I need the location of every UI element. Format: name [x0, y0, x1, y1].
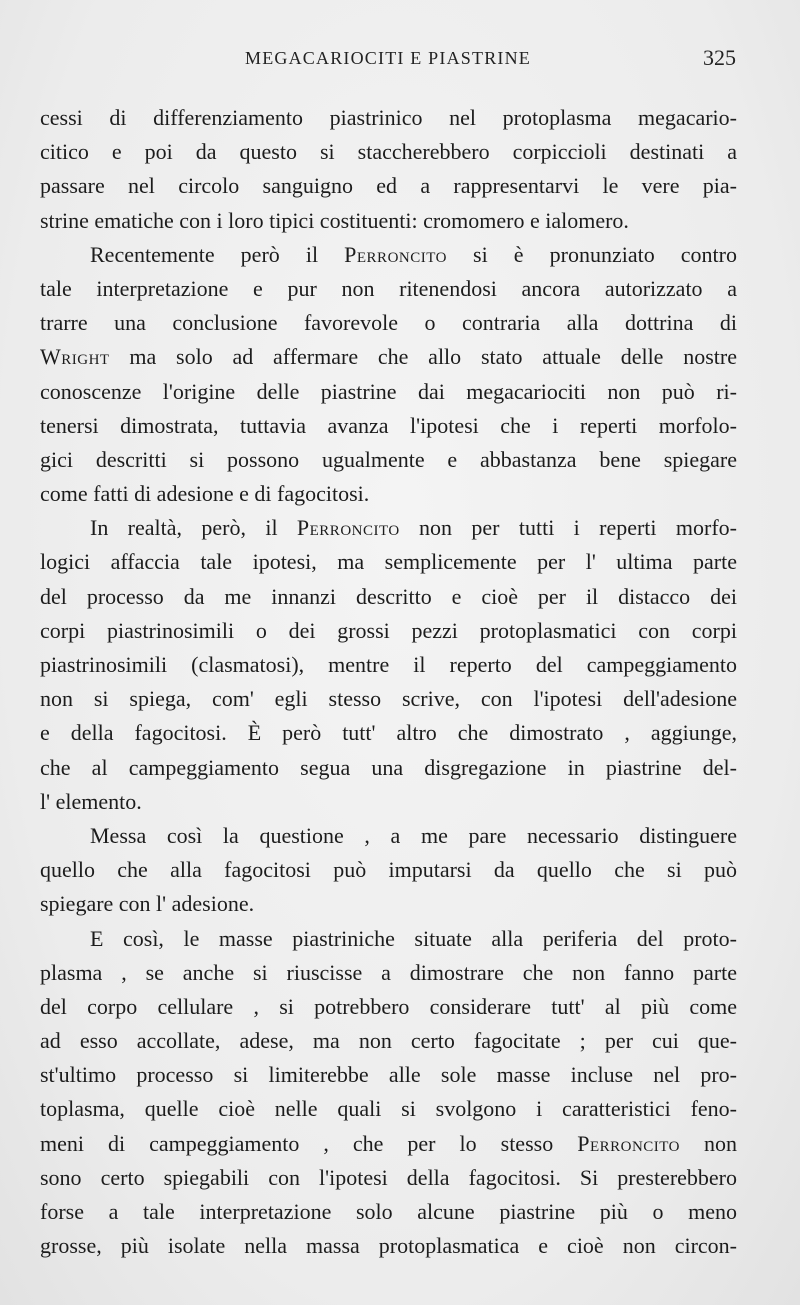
text-segment: grosse, più isolate nella massa protoplasmatica e cioè non circon-	[40, 1233, 737, 1259]
text-line	[40, 887, 737, 921]
text-segment: logici affaccia tale ipotesi, ma semplicemente per l' ultima parte	[40, 549, 737, 575]
author-name: Perroncito	[344, 241, 447, 267]
text-segment: forse a tale interpretazione solo alcune piastrine più o meno	[40, 1199, 737, 1224]
text-line	[40, 990, 737, 1024]
text-line	[40, 306, 737, 340]
text-line	[40, 819, 737, 853]
text-line	[40, 545, 737, 579]
text-segment: meni di campeggiamento , che per lo stesso	[40, 1130, 578, 1156]
text-line	[40, 922, 737, 956]
text-line	[40, 956, 737, 990]
text-line	[40, 1195, 737, 1229]
running-title: MEGACARIOCITI E PIASTRINE	[245, 48, 531, 68]
text-segment: tenersi dimostrata, tuttavia avanza l'ipotesi che i reperti morfolo-	[40, 412, 737, 438]
text-line	[40, 169, 737, 203]
text-line	[40, 340, 737, 374]
text-segment: del processo da me innanzi descritto e cioè per il distacco dei	[40, 583, 737, 609]
page-number: 325	[703, 45, 736, 70]
text-line	[40, 443, 737, 477]
text-line	[40, 409, 737, 443]
text-line	[40, 648, 737, 682]
text-line	[40, 1229, 737, 1263]
text-line	[40, 1058, 737, 1092]
text-line	[40, 1092, 737, 1126]
text-line	[40, 511, 737, 545]
text-segment: quello che alla fagocitosi può imputarsi da quello che si può	[40, 857, 737, 883]
text-line	[40, 751, 737, 785]
text-segment: ma solo ad affermare che allo stato attuale delle nostre	[109, 344, 737, 370]
text-line	[40, 101, 737, 135]
text-line	[40, 1161, 737, 1195]
text-line	[40, 1127, 737, 1161]
text-segment: che al campeggiamento segua una disgregazione in piastrine del-	[40, 754, 737, 780]
text-segment: piastrinosimili (clasmatosi), mentre il reperto del campeggiamento	[40, 652, 737, 677]
text-segment: non	[680, 1130, 737, 1156]
text-segment: spiegare con l' adesione.	[40, 891, 255, 917]
text-segment: cessi di differenziamento piastrinico nel protoplasma megacario-	[40, 105, 737, 130]
author-name: Perroncito	[577, 1130, 680, 1156]
text-segment: gici descritti si possono ugualmente e abbastanza bene spiegare	[40, 446, 737, 472]
text-line	[40, 238, 737, 272]
text-line	[40, 785, 737, 819]
author-name: Wright	[40, 344, 110, 370]
text-segment: sono certo spiegabili con l'ipotesi della fagocitosi. Si presterebbero	[40, 1164, 737, 1190]
text-segment: non per tutti i reperti morfo-	[399, 515, 737, 541]
text-segment: toplasma, quelle cioè nelle quali si svolgono i caratteristici feno-	[40, 1096, 737, 1122]
text-segment: si è pronunziato contro	[446, 241, 737, 267]
author-name: Perroncito	[296, 515, 400, 541]
text-segment: E così, le masse piastriniche situate alla periferia del proto-	[90, 925, 737, 951]
text-line	[40, 1024, 737, 1058]
text-segment: trarre una conclusione favorevole o contraria alla dottrina di	[40, 310, 737, 336]
text-segment: Recentemente però il	[90, 241, 345, 267]
text-segment: tale interpretazione e pur non ritenendosi ancora autorizzato a	[40, 275, 737, 301]
text-segment: passare nel circolo sanguigno ed a rappresentarvi le vere pia-	[40, 173, 737, 199]
text-line	[40, 853, 737, 887]
text-segment: strine ematiche con i loro tipici costituenti: cromomero e ialomero.	[40, 207, 629, 233]
text-segment: In realtà, però, il	[90, 515, 297, 541]
text-line	[40, 716, 737, 750]
text-line	[40, 614, 737, 648]
text-segment: st'ultimo processo si limiterebbe alle sole masse incluse nel pro-	[40, 1062, 737, 1088]
text-line	[40, 682, 737, 716]
text-line	[40, 272, 737, 306]
text-segment: corpi piastrinosimili o dei grossi pezzi protoplasmatici con corpi	[40, 617, 737, 643]
text-line	[40, 375, 737, 409]
text-segment: e della fagocitosi. È però tutt' altro che dimostrato , aggiunge,	[40, 720, 737, 746]
text-segment: del corpo cellulare , si potrebbero considerare tutt' al più come	[40, 993, 737, 1019]
text-segment: come fatti di adesione e di fagocitosi.	[40, 481, 370, 507]
text-segment: Messa così la questione , a me pare necessario distinguere	[90, 822, 737, 848]
text-line	[40, 477, 737, 511]
text-segment: non si spiega, com' egli stesso scrive, con l'ipotesi dell'adesione	[40, 686, 737, 712]
text-segment: plasma , se anche si riuscisse a dimostrare che non fanno parte	[40, 959, 737, 985]
text-segment: citico e poi da questo si staccherebbero corpiccioli destinati a	[40, 139, 737, 165]
text-segment: ad esso accollate, adese, ma non certo fagocitate ; per cui que-	[40, 1028, 737, 1054]
text-line	[40, 135, 737, 169]
body-text	[40, 101, 737, 1263]
text-segment: conoscenze l'origine delle piastrine dai megacariociti non può ri-	[40, 378, 737, 404]
text-line	[40, 580, 737, 614]
text-line	[40, 204, 737, 238]
text-segment: l' elemento.	[40, 788, 142, 814]
